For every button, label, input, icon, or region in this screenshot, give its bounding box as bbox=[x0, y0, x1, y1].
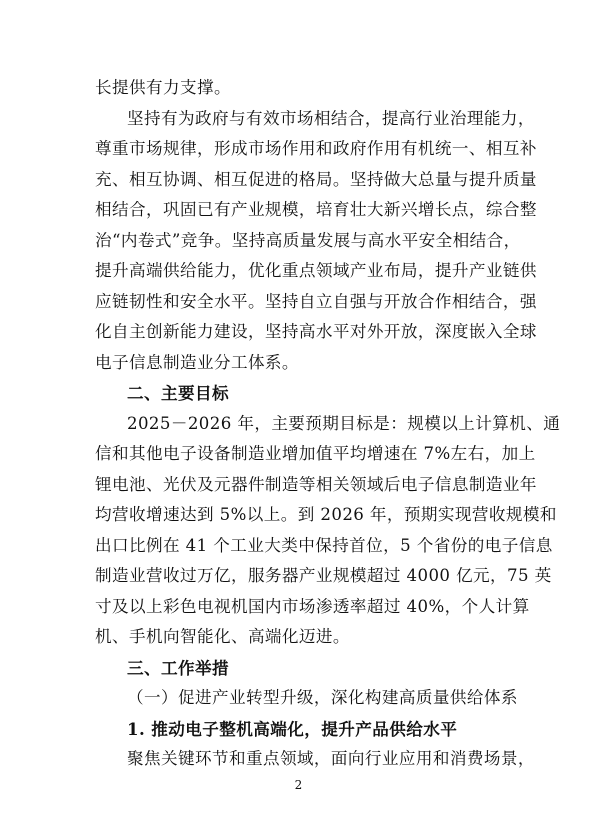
body-text-line: 治“内卷式”竞争。坚持高质量发展与高水平安全相结合， bbox=[95, 230, 521, 250]
page-number: 2 bbox=[294, 778, 303, 792]
body-text-line: 化自主创新能力建设，坚持高水平对外开放，深度嵌入全球 bbox=[95, 322, 537, 341]
body-text-line: 信和其他电子设备制造业增加值平均增速在 7%左右，加上 bbox=[95, 444, 536, 463]
body-text-line: 充、相互协调、相互促进的格局。坚持做大总量与提升质量 bbox=[95, 169, 537, 189]
section-heading: 二、主要目标 bbox=[127, 383, 229, 403]
section-heading: 三、工作举措 bbox=[127, 657, 229, 678]
body-text-line: 长提供有力支撑。 bbox=[95, 78, 231, 97]
body-text-line: 2025－2026 年，主要预期目标是：规模以上计算机、通 bbox=[127, 413, 561, 433]
body-text-line: 寸及以上彩色电视机国内市场渗透率超过 40%，个人计算 bbox=[95, 596, 530, 616]
body-text-line: 均营收增速达到 5%以上。到 2026 年，预期实现营收规模和 bbox=[95, 505, 557, 524]
body-text-line: 电子信息制造业分工体系。 bbox=[95, 352, 299, 372]
body-text-line: 尊重市场规律，形成市场作用和政府作用有机统一、相互补 bbox=[95, 139, 537, 158]
body-text-line: 应链韧性和安全水平。坚持自立自强与开放合作相结合，强 bbox=[95, 291, 537, 311]
body-text-line: 锂电池、光伏及元器件制造等相关领域后电子信息制造业年 bbox=[95, 474, 537, 494]
body-text-line: 提升高端供给能力，优化重点领域产业布局，提升产业链供 bbox=[95, 261, 537, 280]
body-text-line: 相结合，巩固已有产业规模，培育壮大新兴增长点，综合整 bbox=[95, 200, 537, 219]
body-text-line: 坚持有为政府与有效市场相结合，提高行业治理能力， bbox=[127, 108, 535, 128]
body-text-line: 出口比例在 41 个工业大类中保持首位，5 个省份的电子信息 bbox=[95, 535, 553, 555]
body-text-line: 制造业营收过万亿，服务器产业规模超过 4000 亿元，75 英 bbox=[95, 566, 552, 585]
subsection-heading: （一）促进产业转型升级，深化构建高质量供给体系 bbox=[127, 688, 518, 707]
subsection-heading: 1. 推动电子整机高端化，提升产品供给水平 bbox=[127, 718, 458, 739]
body-text-line: 聚焦关键环节和重点领域，面向行业应用和消费场景， bbox=[127, 749, 535, 768]
body-text-line: 机、手机向智能化、高端化迈进。 bbox=[95, 627, 350, 646]
